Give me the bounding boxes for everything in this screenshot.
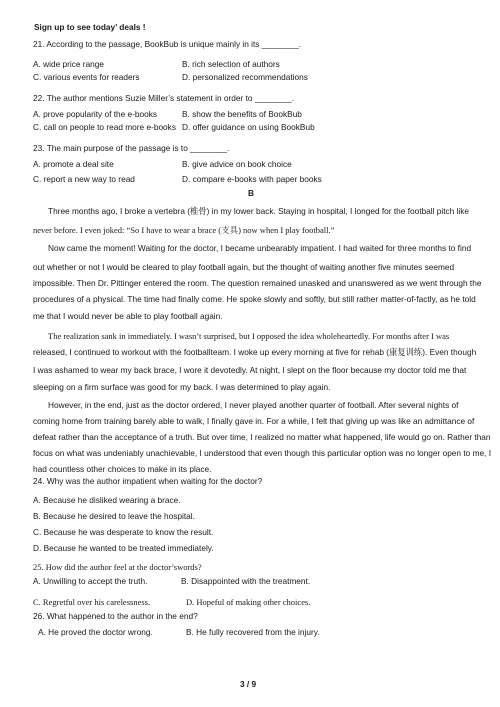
passage-line: released, I continued to workout with the footballteam. I woke up every morning at five for rehab (康复训练). Even though: [33, 347, 477, 357]
q25-option-b: B. Disappointed with the treatment.: [181, 576, 311, 586]
q22-option-c: C. call on people to read more e-books: [33, 122, 176, 132]
q21-option-b: B. rich selection of authors: [182, 59, 280, 69]
passage-line: out whether or not I would be cleared to play football again, but the thought of waiting another five minutes seemed: [33, 262, 455, 272]
q25-option-d: D. Hopeful of making other choices.: [186, 597, 311, 607]
passage-line: Now came the moment! Waiting for the doctor, I became unbearably impatient. I had waited for three months to find: [48, 243, 472, 253]
section-heading: B: [248, 188, 254, 198]
q21-option-c: C. various events for readers: [33, 72, 140, 82]
q24-option-a: A. Because he disliked wearing a brace.: [33, 495, 181, 505]
q25-option-a: A. Unwilling to accept the truth.: [33, 576, 148, 586]
passage-line: focus on what was undeniably unachievable, I understood that even though this particular option was no longer open to me, I: [33, 448, 492, 458]
passage-line: had countless other choices to make in its place.: [33, 464, 212, 474]
q24-stem: 24. Why was the author impatient when waiting for the doctor?: [33, 476, 263, 486]
q21-option-d: D. personalized recommendations: [182, 72, 308, 82]
q21-stem: 21. According to the passage, BookBub is unique mainly in its ________.: [33, 39, 301, 49]
q22-option-b: B. show the benefits of BookBub: [182, 109, 302, 119]
q24-option-c: C. Because he was desperate to know the result.: [33, 527, 214, 537]
q23-stem: 23. The main purpose of the passage is to ________.: [33, 143, 230, 153]
q22-stem: 22. The author mentions Suzie Miller’s statement in order to ________.: [33, 93, 295, 103]
passage-line: I was ashamed to wear my back brace, I wore it devotedly. At night, I slept on the floor because my doctor told me that: [33, 365, 467, 375]
passage-line: sleeping on a firm surface was good for my back. I was determined to play again.: [33, 382, 331, 392]
passage-line: me that I would never be able to play football again.: [33, 311, 223, 321]
q23-option-d: D. compare e-books with paper books: [182, 174, 322, 184]
passage-line: coming home from training barely able to walk, I finally gave in. For a while, I felt that giving up was like an admittance of: [33, 416, 475, 426]
passage-line: However, in the end, just as the doctor ordered, I never played another quarter of football. After several nights of: [48, 400, 459, 410]
page-number: 3 / 9: [240, 679, 257, 689]
passage-line: defeat rather than the acceptance of a truth. But over time, I realized no matter what happened, life would go on. Rather than: [33, 432, 491, 442]
q26-stem: 26. What happened to the author in the end?: [33, 611, 198, 621]
passage-line: never before. I even joked: “So I have to wear a brace (支具) now when I play football.”: [33, 225, 335, 235]
q23-option-b: B. give advice on book choice: [182, 159, 292, 169]
q26-option-b: B. He fully recovered from the injury.: [186, 627, 320, 637]
q23-option-c: C. report a new way to read: [33, 174, 135, 184]
passage-line: procedures of a physical. The time had finally come. He spoke slowly and softly, but still rather matter-of-factly, as he told: [33, 294, 476, 304]
passage-line: The realization sank in immediately. I wasn’t surprised, but I opposed the idea wholeheartedly. For months after I was: [48, 331, 450, 341]
q24-option-d: D. Because he wanted to be treated immediately.: [33, 543, 214, 553]
q25-stem: 25. How did the author feel at the doctor’swords?: [33, 562, 202, 572]
passage-line: impossible. Then Dr. Pittinger entered the room. The question remained unasked and unanswered as we went through the: [33, 278, 482, 288]
q23-option-a: A. promote a deal site: [33, 159, 114, 169]
q24-option-b: B. Because he desired to leave the hospital.: [33, 511, 195, 521]
q25-option-c: C. Regretful over his carelessness.: [33, 597, 151, 607]
page-header: Sign up to see today’ deals !: [34, 22, 146, 32]
q26-option-a: A. He proved the doctor wrong.: [38, 627, 153, 637]
q22-option-d: D. offer guidance on using BookBub: [182, 122, 315, 132]
passage-line: Three months ago, I broke a vertebra (椎骨) in my lower back. Staying in hospital, I longed for the football pitch like: [48, 206, 470, 216]
q21-option-a: A. wide price range: [33, 59, 105, 69]
q22-option-a: A. prove popularity of the e-books: [33, 109, 158, 119]
